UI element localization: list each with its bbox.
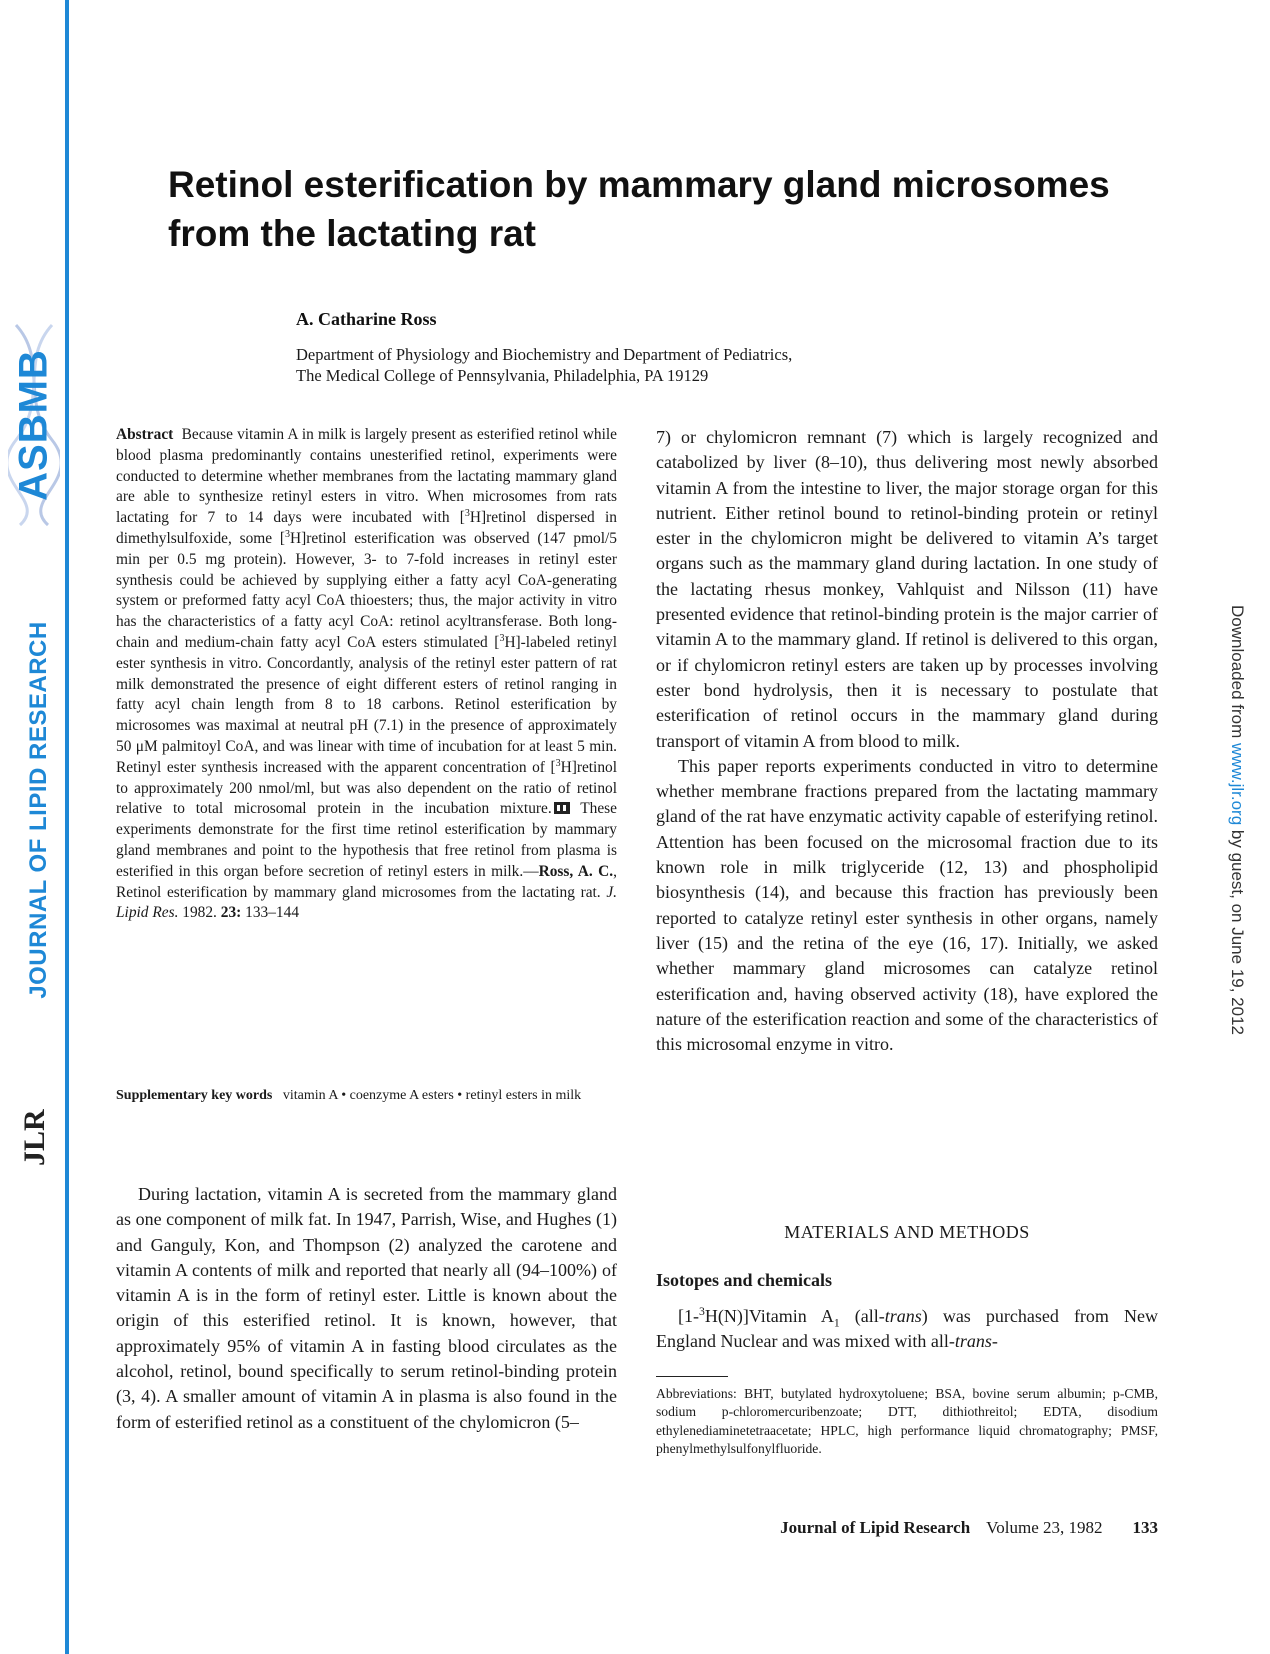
download-suffix: by guest, on June 19, 2012: [1228, 825, 1247, 1035]
affiliation: [296, 344, 792, 386]
superscript: 3: [555, 757, 561, 769]
footnote-rule: [656, 1376, 728, 1377]
text: ) was purchased from New England Nuclear and was mixed with all-: [656, 1306, 1158, 1352]
text: [1-: [678, 1306, 699, 1326]
intro-paragraph: During lactation, vitamin A is secreted from the mammary gland as one component of milk fat. In 1947, Parrish, Wise, and Hughes (1) and Ganguly, Kon, and Thompson (2) analyzed the carotene and vitamin A contents of milk and reported that nearly all (94–100%) of vitamin A is in the form of retinyl ester. Little is known about the origin of this esterified retinol. It is known, however, that approximately 95% of vitamin A in fasting blood circulates as the alcohol, retinol, bound specifically to serum retinol-binding protein (3, 4). A smaller amount of vitamin A in plasma is also found in the form of esterified retinol as a constituent of the chylomicron (5–: [116, 1184, 617, 1432]
sidebar-rule: [65, 0, 69, 1654]
author-name: A. Catharine Ross: [296, 309, 437, 329]
abstract-text-5: H]retinol to approximately 200 nmol/ml, but was also dependent on the ratio of retinol relative to total microsomal protein in the incubation mixture.: [116, 758, 617, 818]
logo-text: ASBMB: [11, 349, 56, 501]
paragraph-continued: 7) or chylomicron remnant (7) which is largely recognized and catabolized by liver (8–10), thus delivering most newly absorbed vitamin A from the intestine to liver, the major storage organ for this nutrient. Either retinol bound to retinol-binding protein or retinyl ester in the chylomicron might be delivered to vitamin A’s target organs such as the mammary gland during lactation. In one study of the lactating rhesus monkey, Vahlquist and Nilsson (11) have presented evidence that retinol-binding protein is the major carrier of vitamin A to the mammary gland. If retinol is delivered to this organ, or if chylomicron retinyl esters are taken up by processes involving ester bond hydrolysis, then it is necessary to postulate that esterification of retinol occurs in the mammary gland during transport of vitamin A from blood to milk.: [656, 427, 1158, 751]
superscript: 3: [699, 1305, 705, 1318]
abstract-text-3: H]retinol esterification was observed (147 pmol/5 min per 0.5 mg protein). However, 3- to 7-fold increases in retinyl ester synthesis could be achieved by supplying either a fatty acyl CoA-generating system or preformed fatty acyl CoA thioesters; thus, the major activity in vitro has the characteristics of a fatty acyl CoA: retinol acyltransferase. Both long-chain and medium-chain fatty acyl CoA esters stimulated [: [116, 529, 617, 651]
asbmb-logo: [8, 320, 60, 530]
section-heading: MATERIALS AND METHODS: [784, 1222, 1030, 1242]
download-note: [1227, 605, 1247, 1035]
paragraph: This paper reports experiments conducted in vitro to determine whether membrane fractions prepared from the lactating mammary gland of the rat have enzymatic activity capable of esterifying retinol. Attention has been focused on the microsomal fraction due to its known role in milk triglyceride (12, 13) and phospholipid biosynthesis (14), and because this fraction has previously been reported to catalyze retinyl ester synthesis in other organs, namely liver (15) and the retina of the eye (16, 17). Initially, we asked whether mammary gland microsomes can catalyze retinol esterification and, having observed activity (18), have explored the nature of the esterification reaction and some of the characteristics of this microsomal enzyme in vitro.: [656, 755, 1158, 1055]
key-words-label: Supplementary key words: [116, 1088, 273, 1103]
key-words-text: vitamin A • coenzyme A esters • retinyl esters in milk: [282, 1088, 582, 1103]
citation-pages: 133–144: [241, 904, 300, 922]
citation-year: 1982.: [178, 904, 217, 922]
download-prefix: Downloaded from: [1228, 605, 1247, 743]
text: (all-: [839, 1306, 885, 1326]
superscript: 3: [464, 508, 470, 520]
footer-volume: Volume 23, 1982: [986, 1518, 1103, 1537]
page-number: 133: [1132, 1518, 1158, 1537]
italic-text: trans-: [954, 1331, 998, 1352]
journal-name-vertical: JOURNAL OF LIPID RESEARCH: [25, 621, 52, 999]
subscript: 1: [833, 1316, 840, 1330]
citation-text: , Retinol esterification by mammary gland microsomes from the lactating rat.: [116, 862, 617, 901]
superscript: 3: [499, 632, 505, 644]
right-column: [656, 425, 1158, 1057]
abstract: [116, 425, 617, 924]
subsection-heading: Isotopes and chemicals: [656, 1270, 833, 1290]
footer-journal: Journal of Lipid Research: [780, 1518, 971, 1537]
text: H(N)]Vitamin A: [704, 1306, 834, 1326]
superscript: 3: [285, 528, 291, 540]
abstract-label: Abstract: [116, 426, 174, 443]
footnote: Abbreviations: BHT, butylated hydroxytoluene; BSA, bovine serum albumin; p-CMB, sodium p-chloromercuribenzoate; DTT, dithiothreitol; EDTA, disodium ethylenediaminetetraacetate; HPLC, high performance liquid chromatography; PMSF, phenylmethylsulfonylfluoride.: [656, 1386, 1158, 1456]
download-link[interactable]: www.jlr.org: [1228, 742, 1247, 826]
italic-text: trans: [884, 1306, 922, 1326]
citation-author: Ross, A. C.: [538, 862, 614, 880]
abstract-text-4: H]-labeled retinyl ester synthesis in vitro. Concordantly, analysis of the retinyl ester pattern of rat milk demonstrated the presence of eight different esters of retinol ranging in fatty acyl chain length from 8 to 18 carbons. Retinol esterification by microsomes was maximal at neutral pH (7.1) in the presence of approximately 50 μM palmitoyl CoA, and was linear with time of incubation for at least 5 min. Retinyl ester synthesis increased with the apparent concentration of [: [116, 633, 617, 776]
abstract-text-6: These experiments demonstrate for the first time retinol esterification by mammary gland membranes and point to the hypothesis that free retinol from plasma is esterified in this organ before secretion of retinyl esters in milk.—: [116, 800, 617, 880]
citation-journal: J. Lipid Res.: [116, 883, 617, 922]
jlr-logo: JLR: [18, 1109, 51, 1166]
supplementary-data-icon: [554, 802, 570, 814]
methods-paragraph: [656, 1304, 1158, 1355]
abstract-text-2: H]retinol dispersed in dimethylsulfoxide, some [: [116, 509, 617, 547]
page-footer: [706, 1518, 1158, 1538]
citation-volume: 23:: [220, 904, 242, 922]
affiliation-line-1: Department of Physiology and Biochemistry and Department of Pediatrics,: [296, 345, 793, 364]
article-title: Retinol esterification by mammary gland microsomes from the lactating rat: [168, 164, 1110, 254]
affiliation-line-2: The Medical College of Pennsylvania, Philadelphia, PA 19129: [296, 366, 709, 385]
abstract-text-1: Because vitamin A in milk is largely present as esterified retinol while blood plasma predominantly contains unesterified retinol, experiments were conducted to determine whether membranes from the lactating mammary gland are able to synthesize retinyl esters in vitro. When microsomes from rats lactating for 7 to 14 days were incubated with [: [116, 426, 617, 527]
key-words: [116, 1086, 617, 1105]
